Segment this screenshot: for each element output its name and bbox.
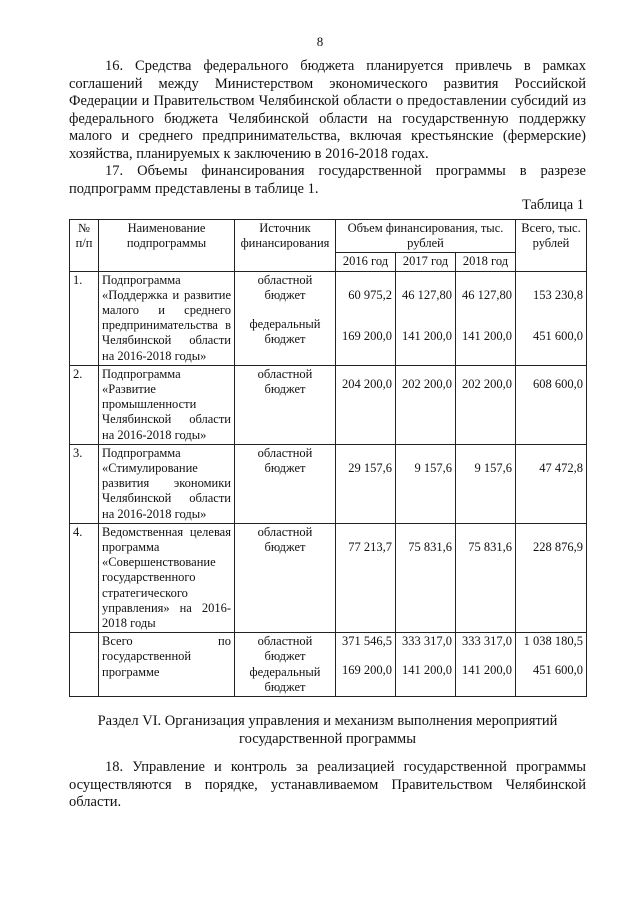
financing-table [69,219,587,697]
header-num: № п/п [70,220,99,272]
table-row [70,444,587,523]
row-2016 [336,271,396,365]
row-source: областной бюджет [235,444,336,523]
paragraph-16: 16. Средства федерального бюджета планируется привлечь в рамках соглашений между Министерством экономического развития Российской Федерации и Правительством Челябинской области о предоставлении субсидий из федерального бюджета Челябинской области на государственную поддержку малого и среднего предпринимательства, включая крестьянские (фермерские) хозяйства, планируемых к заключению в 2016-2018 годах. [69,58,586,162]
value: 169 200,0 [342,328,392,343]
row-num: 4. [70,523,99,632]
table-total-row [70,633,587,697]
header-2016: 2016 год [336,253,396,271]
row-num [70,633,99,697]
value: 75 831,6 [468,539,512,554]
row-source [235,633,336,697]
header-name: Наименование подпрограммы [99,220,235,272]
row-2018 [456,523,516,632]
value: 141 200,0 [462,663,512,678]
value: 228 876,9 [533,539,583,554]
value: 371 546,5 [342,634,392,649]
row-2017 [396,633,456,697]
row-name: Подпрограмма «Развитие промышленности Челябинской области на 2016-2018 годы» [99,365,235,444]
value: 451 600,0 [533,663,583,678]
value: 202 200,0 [402,376,452,391]
value: 46 127,80 [402,287,452,302]
source-federal: федеральный бюджет [249,664,321,694]
row-2017 [396,444,456,523]
row-2017 [396,271,456,365]
row-2017 [396,523,456,632]
value: 46 127,80 [462,287,512,302]
value: 204 200,0 [342,376,392,391]
value: 333 317,0 [462,634,512,649]
row-2018 [456,444,516,523]
value: 333 317,0 [402,634,452,649]
row-source [235,271,336,365]
row-total [516,523,587,632]
value: 169 200,0 [342,663,392,678]
value: 1 038 180,5 [523,634,583,649]
value: 141 200,0 [402,328,452,343]
header-source: Источник финансирования [235,220,336,272]
header-total: Всего, тыс. рублей [516,220,587,272]
source-regional: областной бюджет [257,272,313,302]
row-name: Подпрограмма «Стимулирование развития экономики Челябинской области на 2016-2018 годы» [99,444,235,523]
value: 608 600,0 [533,376,583,391]
row-source: областной бюджет [235,523,336,632]
table-row [70,365,587,444]
table-row [70,271,587,365]
header-2018: 2018 год [456,253,516,271]
value: 9 157,6 [474,460,512,475]
source-regional: областной бюджет [257,634,313,664]
row-2016 [336,523,396,632]
row-num: 1. [70,271,99,365]
value: 75 831,6 [408,539,452,554]
row-name: Подпрограмма «Поддержка и развитие малого и среднего предпринимательства в Челябинской области на 2016-2018 годы» [99,271,235,365]
paragraph-18: 18. Управление и контроль за реализацией государственной программы осуществляются в порядке, устанавливаемом Правительством Челябинской области. [69,759,586,811]
table-row [70,523,587,632]
value: 153 230,8 [533,287,583,302]
row-num: 3. [70,444,99,523]
value: 9 157,6 [414,460,452,475]
table-caption: Таблица 1 [521,197,584,213]
row-2018 [456,271,516,365]
header-volume: Объем финансирования, тыс. рублей [336,220,516,253]
row-2017 [396,365,456,444]
row-name: Ведомственная целевая программа «Совершенствование государственного стратегического управления» на 2016-2018 годы [99,523,235,632]
source-federal: федеральный бюджет [249,317,321,347]
row-total [516,365,587,444]
section-title: Раздел VI. Организация управления и механизм выполнения мероприятий государственной программы [97,713,558,747]
row-2016 [336,365,396,444]
row-num: 2. [70,365,99,444]
row-2018 [456,365,516,444]
table-header-row [70,220,587,253]
value: 451 600,0 [533,328,583,343]
row-2016 [336,633,396,697]
row-total [516,271,587,365]
paragraph-17: 17. Объемы финансирования государственной программы в разрезе подпрограмм представлены в таблице 1. [69,163,586,197]
header-2017: 2017 год [396,253,456,271]
row-total [516,444,587,523]
row-total [516,633,587,697]
value: 29 157,6 [348,460,392,475]
value: 202 200,0 [462,376,512,391]
value: 141 200,0 [462,328,512,343]
value: 60 975,2 [348,287,392,302]
row-source: областной бюджет [235,365,336,444]
row-2018 [456,633,516,697]
value: 77 213,7 [348,539,392,554]
page-number: 8 [316,34,324,49]
value: 141 200,0 [402,663,452,678]
row-name: Всего по государственной программе [99,633,235,697]
row-2016 [336,444,396,523]
value: 47 472,8 [539,460,583,475]
